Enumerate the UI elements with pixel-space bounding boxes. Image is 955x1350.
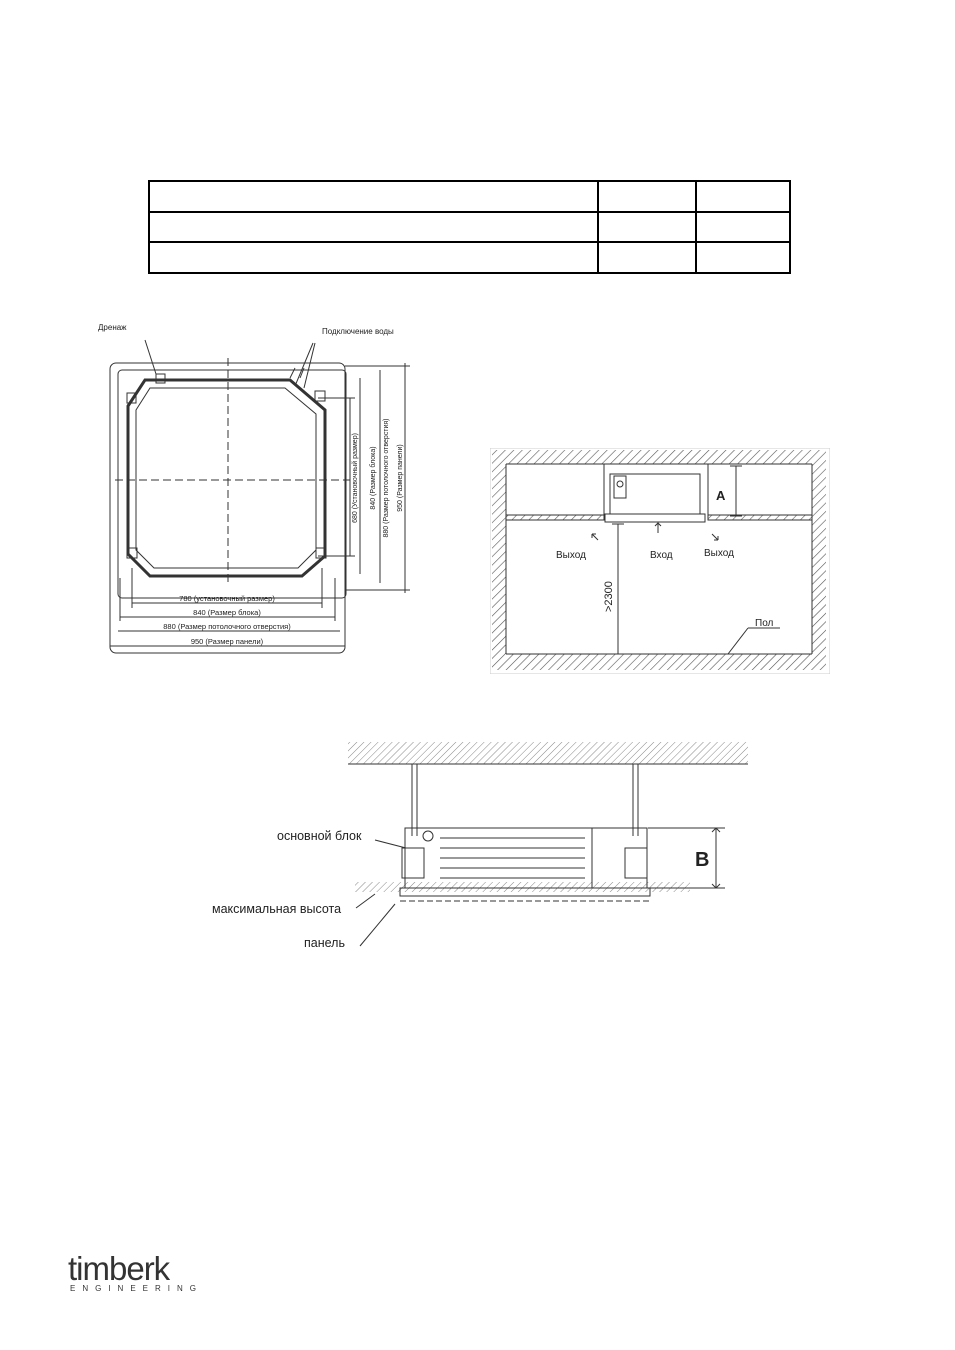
- dim-unit-size-v: 840 (Размер блока): [370, 446, 377, 510]
- dim-install-size-v: 680 (Установочный размер): [352, 433, 359, 523]
- table-cell: [696, 242, 790, 273]
- dim-ceiling-hole-v: 880 (Размер потолочного отверстия): [383, 418, 390, 538]
- plan-view-diagram: [90, 318, 430, 658]
- table-cell: [149, 212, 598, 243]
- dim-unit-size-h: 840 (Размер блока): [193, 608, 261, 617]
- table-row: [149, 242, 790, 273]
- dim-panel-size-h: 950 (Размер панели): [190, 637, 264, 646]
- dim-panel-size-v: 950 (Размер панели): [397, 444, 404, 512]
- brand-logo: timberk: [68, 1250, 170, 1287]
- table-row: [149, 181, 790, 212]
- label-a: A: [716, 488, 726, 503]
- spec-table: [148, 180, 791, 274]
- label-inlet: Вход: [650, 550, 673, 561]
- label-water-connection: Подключение воды: [322, 327, 394, 336]
- table-cell: [696, 181, 790, 212]
- label-max-height: максимальная высота: [212, 902, 342, 916]
- brand-logo-subtitle: ENGINEERING: [70, 1284, 204, 1293]
- installation-diagram: [200, 736, 760, 968]
- table-cell: [149, 242, 598, 273]
- label-drain: Дренаж: [98, 323, 127, 332]
- label-b: B: [695, 849, 710, 871]
- dim-ceiling-hole-h: 880 (Размер потолочного отверстия): [163, 622, 291, 631]
- table-cell: [696, 212, 790, 243]
- table-cell: [598, 242, 696, 273]
- label-outlet-right: Выход: [704, 548, 734, 559]
- label-floor: Пол: [755, 618, 774, 629]
- table-row: [149, 212, 790, 243]
- table-cell: [598, 212, 696, 243]
- room-section-diagram: [490, 448, 830, 674]
- label-panel: панель: [304, 936, 345, 950]
- label-outlet-left: Выход: [556, 550, 586, 561]
- label-min-height: >2300: [603, 581, 615, 612]
- label-main-unit: основной блок: [277, 829, 362, 843]
- table-cell: [598, 181, 696, 212]
- dim-install-size-h: 780 (установочный размер): [179, 594, 275, 603]
- table-cell: [149, 181, 598, 212]
